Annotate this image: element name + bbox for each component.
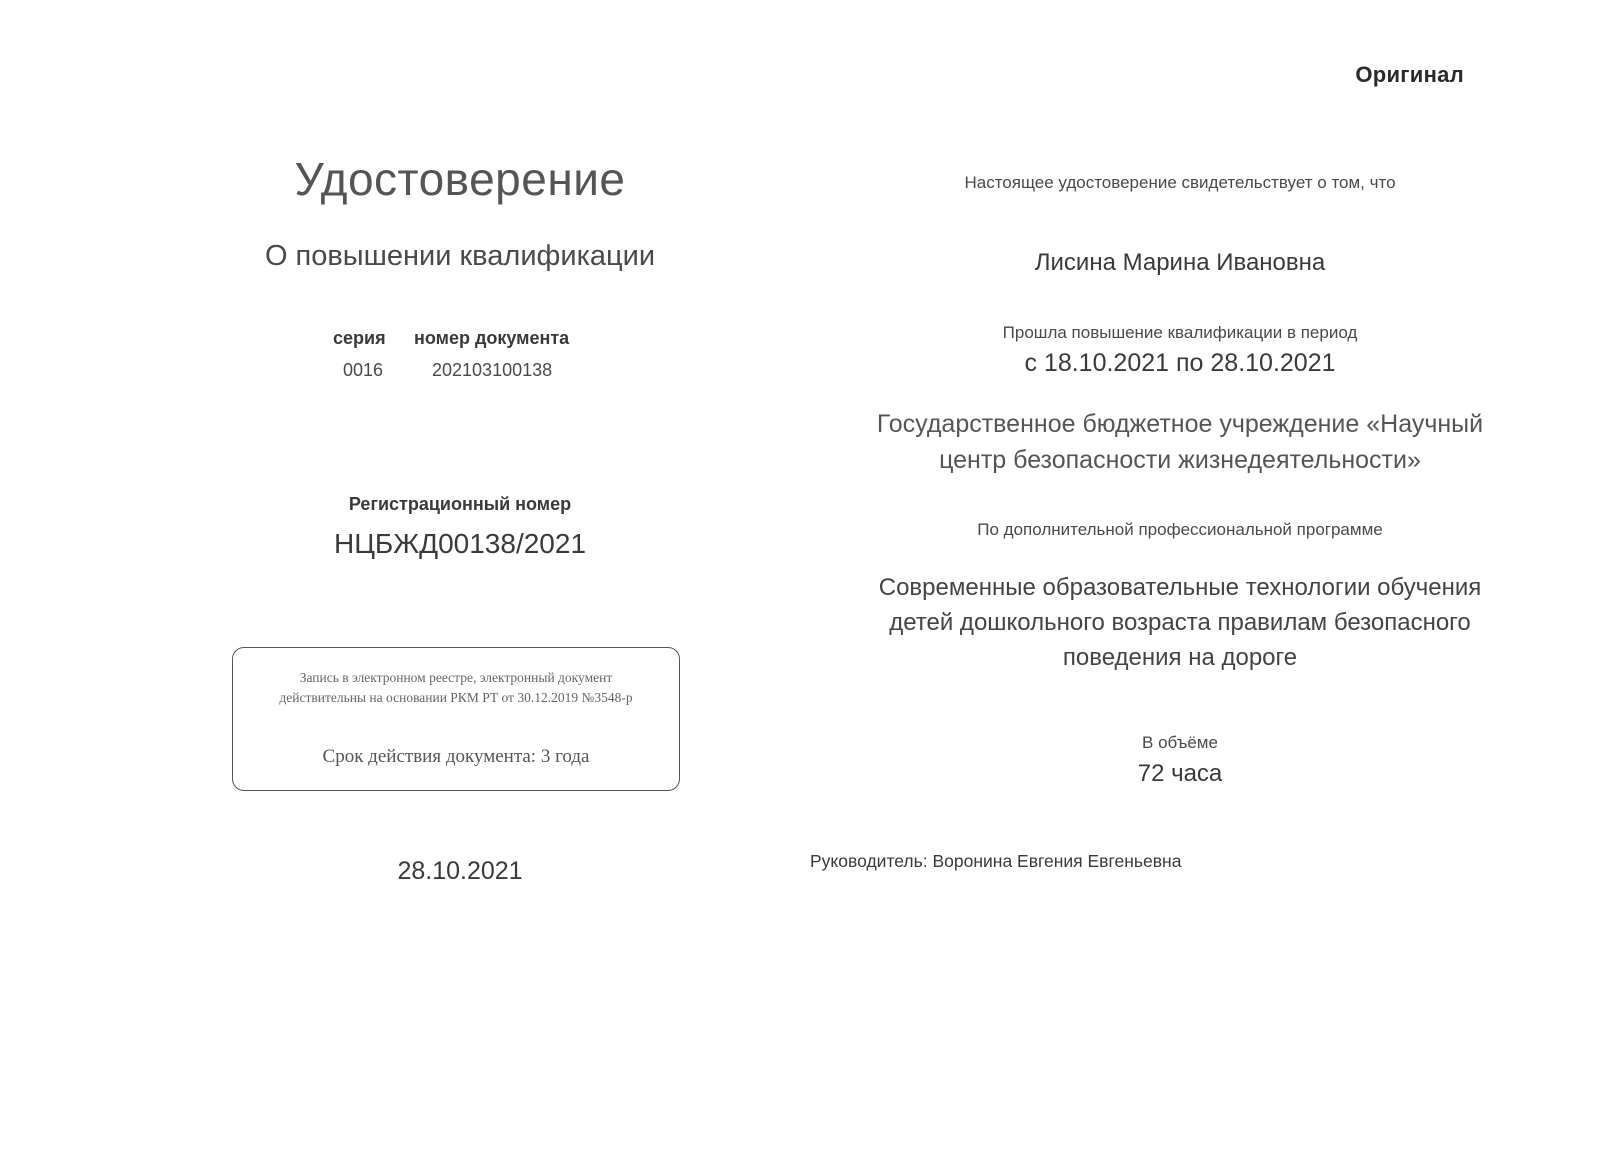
director-line: Руководитель: Воронина Евгения Евгеньевна: [810, 851, 1182, 871]
document-number-value: 202103100138: [432, 360, 553, 380]
program-line: детей дошкольного возраста правилам безопасного: [889, 609, 1471, 636]
program-line: поведения на дороге: [1062, 644, 1298, 671]
program-line: Современные образовательные технологии обучения: [878, 574, 1482, 601]
holder-full-name: Лисина Марина Ивановна: [1034, 249, 1326, 276]
registry-note: [243, 668, 669, 708]
volume-label: В объёме: [1142, 733, 1218, 752]
issue-date: 28.10.2021: [397, 857, 523, 885]
volume-value: 72 часа: [1137, 760, 1223, 787]
program-name: [820, 570, 1540, 675]
institution-line: Государственное бюджетное учреждение «Научный: [876, 410, 1484, 438]
training-period-label: Прошла повышение квалификации в период: [1002, 323, 1358, 342]
registration-number-value: НЦБЖД00138/2021: [333, 528, 587, 559]
validity-period: Срок действия документа: 3 года: [322, 746, 590, 767]
registry-note-line: Запись в электронном реестре, электронный документ: [299, 670, 613, 685]
institution-name: [820, 406, 1540, 478]
intro-text: Настоящее удостоверение свидетельствует о том, что: [964, 173, 1396, 192]
registry-note-line: действительны на основании РКМ РТ от 30.12.2019 №3548-р: [279, 690, 633, 705]
training-period-value: с 18.10.2021 по 28.10.2021: [1024, 349, 1336, 377]
program-label: По дополнительной профессиональной программе: [977, 520, 1383, 539]
registration-number-label: Регистрационный номер: [348, 494, 572, 514]
series-label: серия: [333, 328, 386, 348]
document-title: Удостоверение: [294, 153, 626, 205]
series-value: 0016: [343, 360, 384, 380]
document-number-label: номер документа: [414, 328, 570, 348]
document-subtitle: О повышении квалификации: [264, 240, 656, 272]
registry-stamp-box: [232, 647, 680, 791]
original-mark: Оригинал: [1355, 62, 1464, 87]
institution-line: центр безопасности жизнедеятельности»: [939, 446, 1421, 474]
